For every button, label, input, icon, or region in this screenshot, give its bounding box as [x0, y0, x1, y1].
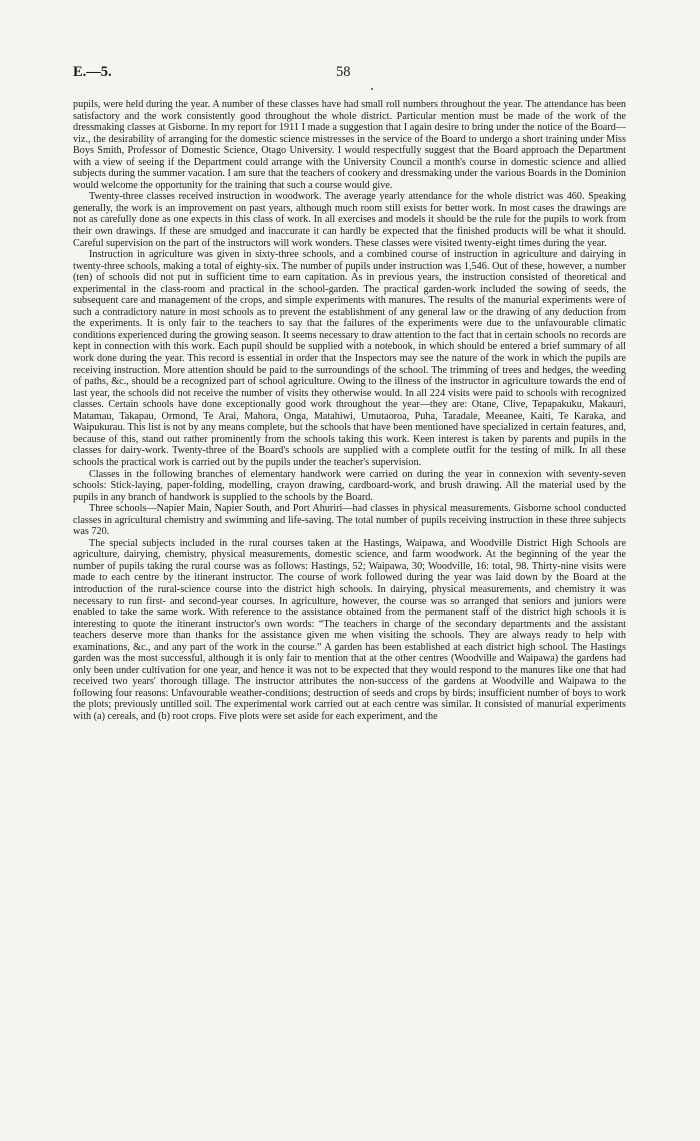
paragraph-handwork: Classes in the following branches of elementary handwork were carried on during the year in connexion with seventy-seven schools: Stick-laying, paper-folding, modelling, crayon drawing, cardboard-work, and brush drawing. All the material used by the pupils in any branch of handwork is supplied to the schools by the Board.	[73, 468, 626, 503]
paragraph-domestic-science: pupils, were held during the year. A number of these classes have had small roll numbers throughout the year. The attendance has been satisfactory and the work consistently good throughout the whole district. Particular mention must be made of the work of the dressmaking classes at Gisborne. In my report for 1911 I made a suggestion that I again desire to bring under the notice of the Board—viz., the desirability of arranging for the domestic science mistresses in the service of the Board to undergo a short training under Miss Boys Smith, Professor of Domestic Science, Otago University. I would respectfully suggest that the Board approach the Department with a view of seeing if the Department could arrange with the University Council a month's course in domestic science and allied subjects during the summer vacation. I am sure that the teachers of cookery and dressmaking under the various Boards in the Dominion would welcome the opportunity for the training that such a course would give.	[73, 99, 626, 191]
paragraph-woodwork: Twenty-three classes received instruction in woodwork. The average yearly attendance for the whole district was 460. Speaking generally, the work is an improvement on past years, although much room still exists for better work. In most cases the drawings are not as carefully done as one expects in this class of work. In all exercises and models it should be the rule for the pupils to work from their own drawings. If these are smudged and inaccurate it can hardly be expected that the finished products will be what it should. Careful supervision on the part of the instructors will work wonders. These classes were visited twenty-eight times during the year.	[73, 191, 626, 249]
paragraph-agriculture: Instruction in agriculture was given in sixty-three schools, and a combined course of instruction in agriculture and dairying in twenty-three schools, making a total of eighty-six. The number of pupils under instruction was 1,546. Out of these, however, a number (ten) of schools did not put in sufficient time to earn capitation. As in previous years, the instruction consisted of theoretical and experimental in the class-room and practical in the school-garden. The practical garden-work included the sowing of seeds, the subsequent care and management of the crops, and simple experiments with manures. The results of the manurial experiments were of such a contradictory nature in most schools as to prevent the establishment of any general law or the drawing of any deduction from the experiments. It is only fair to the teachers to say that the failures of the experiments were due to the unfavourable climatic conditions experienced during the growing season. It seems necessary to draw attention to the fact that in certain schools no records are kept in connection with this work. Each pupil should be supplied with a notebook, in which should be entered a brief summary of all work done during the year. This record is essential in order that the Inspectors may see the nature of the work in which the pupils are receiving instruction. More attention should be paid to the surroundings of the school. The trimming of trees and hedges, the weeding of paths, &c., should be a recognized part of school agriculture. Owing to the illness of the instructor in agriculture towards the end of last year, the schools did not receive the number of visits they otherwise would. In all 224 visits were paid to schools with recognized classes. Certain schools have done exceptionally good work throughout the year—they are: Otane, Clive, Tepapakuku, Makauri, Matamau, Takapau, Ormond, Te Arai, Mahora, Onga, Matahiwi, Umutaoroa, Puha, Taradale, Meeanee, Kaiti, Te Karaka, and Waipukurau. This list is not by any means complete, but the schools that have been mentioned have specialized in certain features, and, because of this, stand out rather prominently from the schools taking this work. Keen interest is taken by parents and pupils in the classes for dairy-work. Twenty-three of the Board's schools are supplied with a complete outfit for the testing of milk. In all these schools the practical work is carried out by the pupils under the teacher's supervision.	[73, 249, 626, 468]
report-reference: E.—5.	[73, 64, 112, 80]
page-number: 58	[336, 64, 351, 80]
paragraph-rural-courses: The special subjects included in the rural courses taken at the Hastings, Waipawa, and Woodville District High Schools are agriculture, dairying, chemistry, physical measurements, domestic science, and farm woodwork. At the beginning of the year the number of pupils taking the rural course was as follows: Hastings, 52; Waipawa, 30; Woodville, 16: total, 98. Thirty-nine visits were made to each centre by the itinerant instructor. The course of work followed during the year was laid down by the Board at the introduction of the rural-science course into the district high schools. In dairying, physical measurements, and chemistry it was necessary to run first- and second-year courses. In agriculture, however, the course was so arranged that seniors and juniors were enabled to take the same work. With reference to the assistance obtained from the permanent staff of the district high schools it is interesting to quote the itinerant instructor's own words: “The teachers in charge of the secondary departments and the assistant teachers deserve more than thanks for the assistance given me when visiting the schools. They are always ready to help with examinations, &c., and any part of the work in the course.” A garden has been established at each district high school. The Hastings garden was the most successful, although it is only fair to mention that at the other centres (Woodville and Waipawa) the gardens had only been under cultivation for one year, and hence it was not to be expected that they would respond to the manures like one that had received two years' thorough tillage. The instructor attributes the non-success of the gardens at Woodville and Waipawa to the following four reasons: Unfavourable weather-conditions; destruction of seeds and crops by birds; insufficient number of boys to work the plots; previously untilled soil. The experimental work carried out at each centre was similar. It consisted of manurial experiments with (a) cereals, and (b) root crops. Five plots were set aside for each experiment, and the	[73, 537, 626, 722]
body-text	[73, 99, 626, 723]
page-header	[73, 64, 626, 86]
paragraph-physical-measurements: Three schools—Napier Main, Napier South, and Port Ahuriri—had classes in physical measurements. Gisborne school conducted classes in agricultural chemistry and swimming and life-saving. The total number of pupils receiving instruction in these three subjects was 720.	[73, 503, 626, 538]
header-dot	[371, 88, 373, 90]
